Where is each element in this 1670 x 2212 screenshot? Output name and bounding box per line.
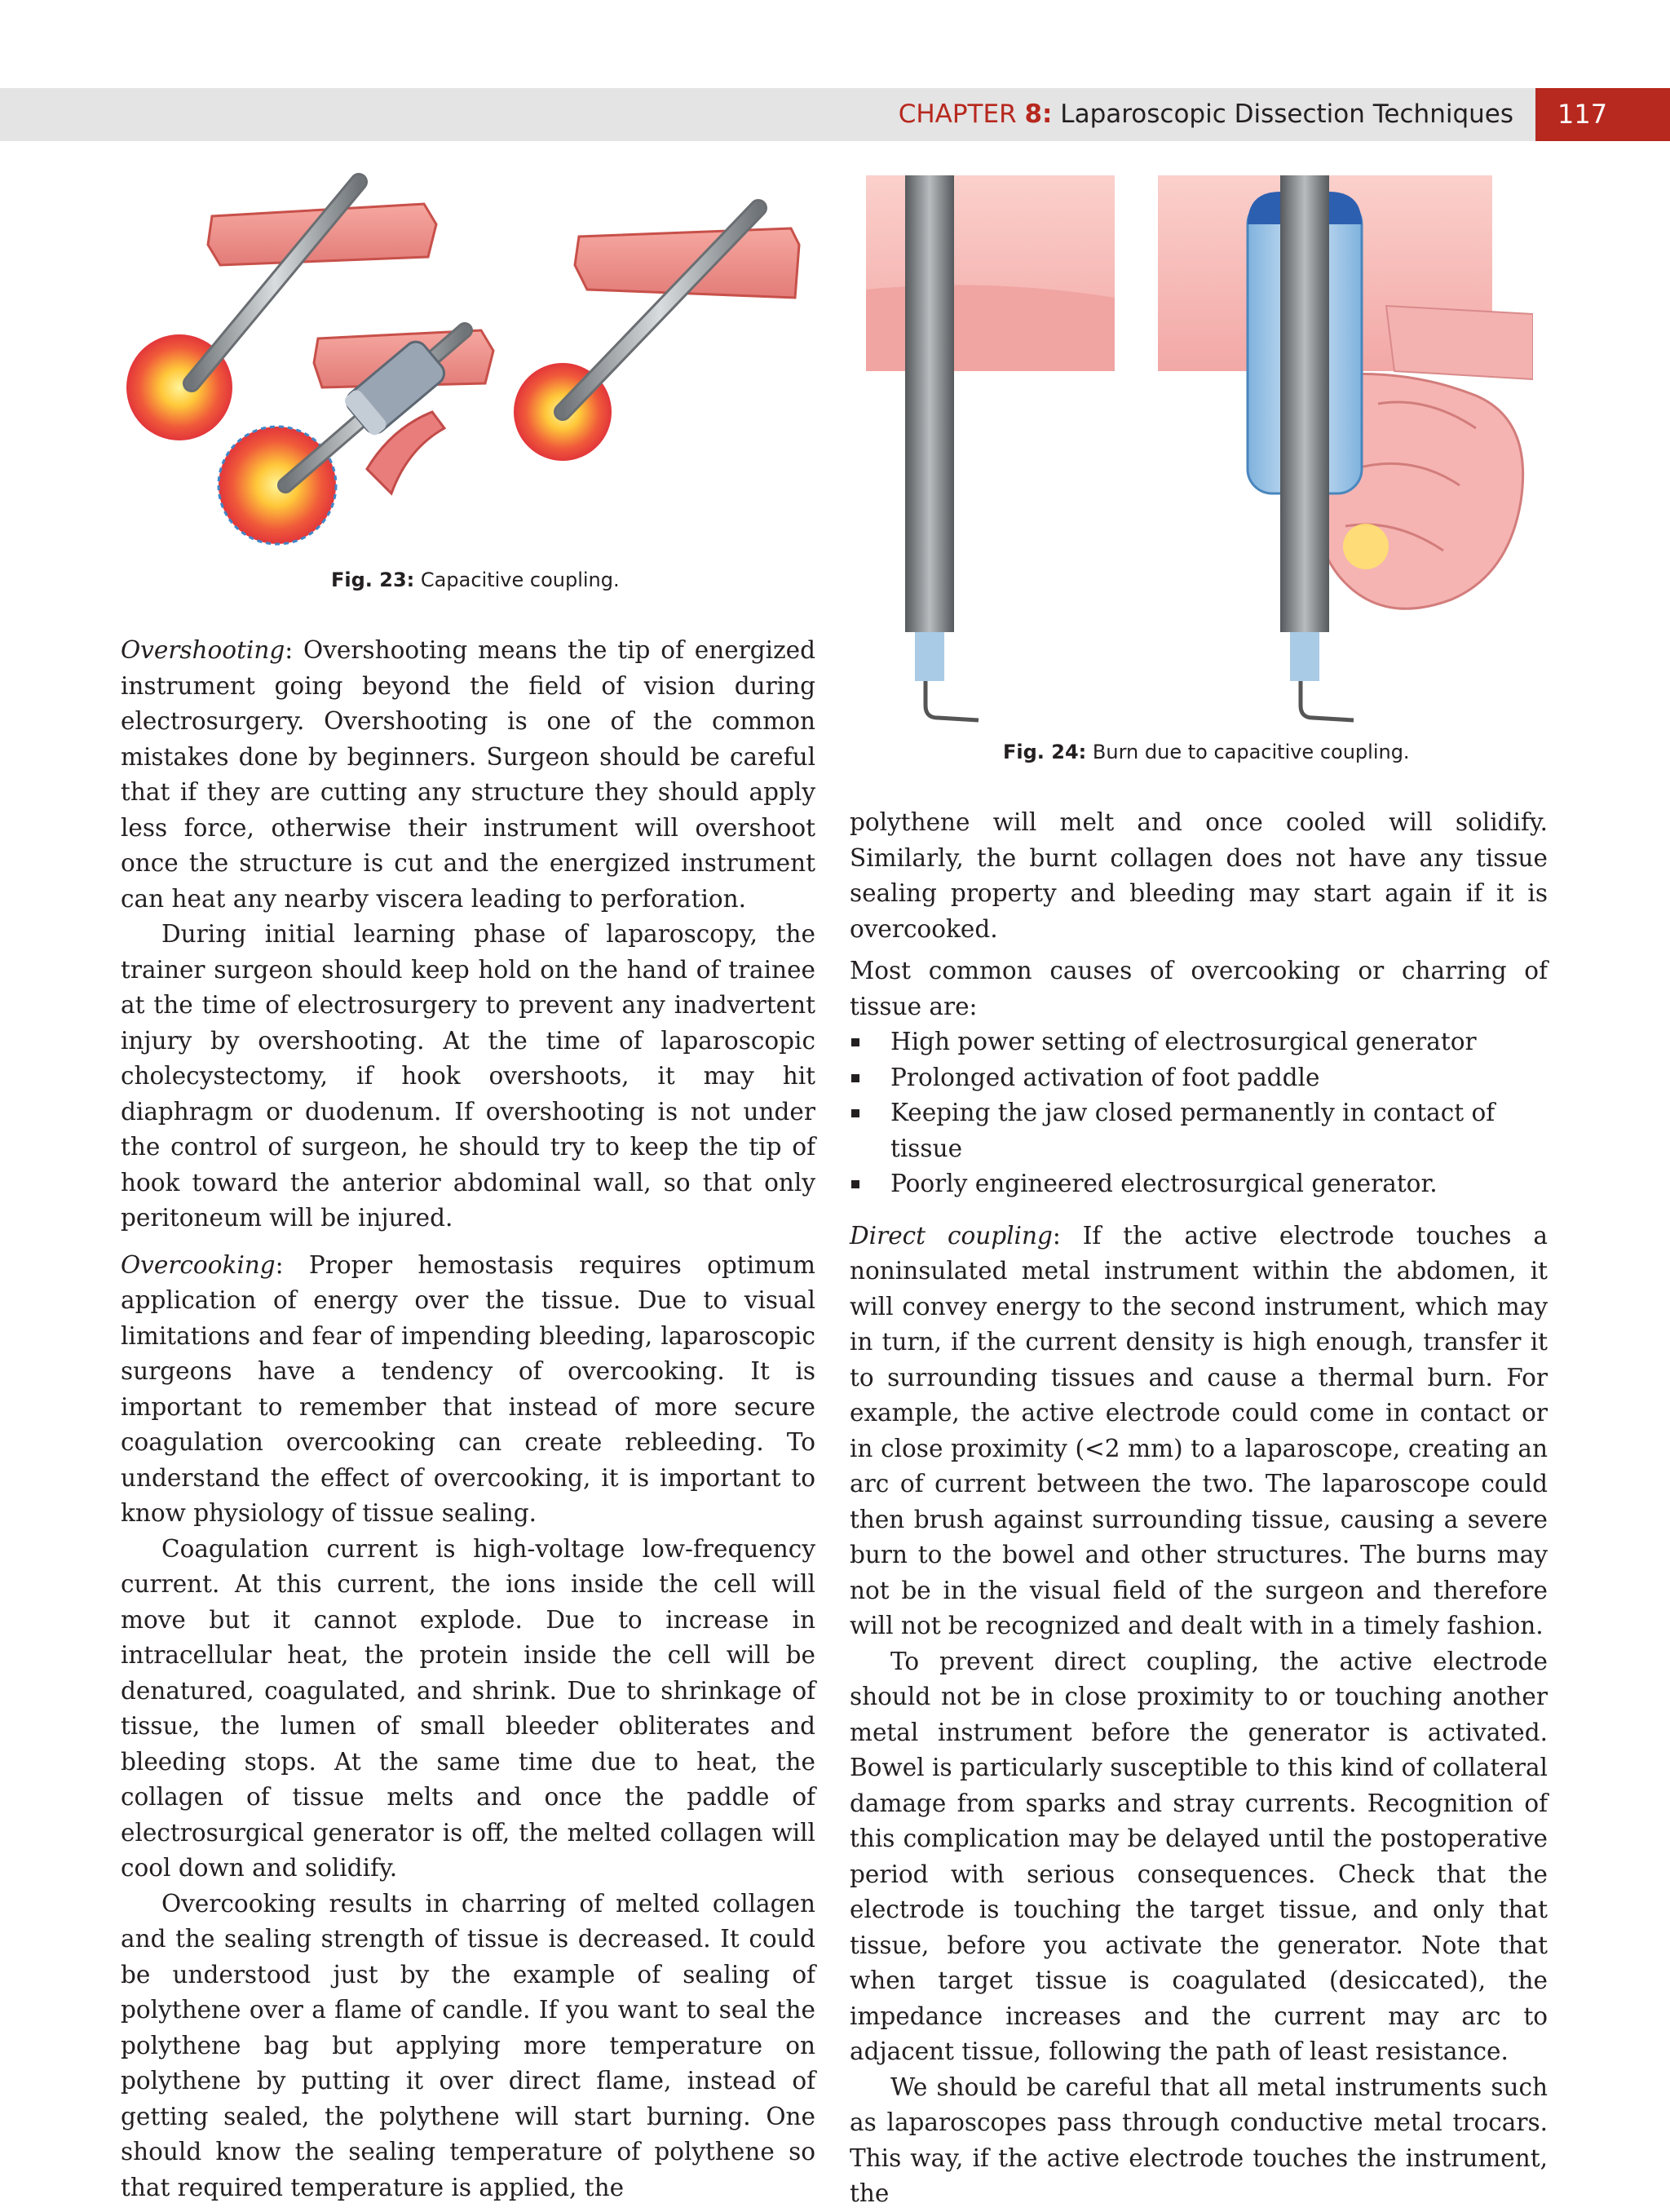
overcooking-paragraph	[121, 1248, 815, 1532]
bullet-icon	[851, 1109, 859, 1117]
figure-burn-capacitive-coupling	[856, 175, 1533, 730]
page-number: 117	[1535, 88, 1670, 141]
list-item	[850, 1166, 1548, 1202]
chapter-label: CHAPTER	[898, 100, 1017, 129]
bullet-icon	[851, 1038, 859, 1046]
prevention-paragraph: To prevent direct coupling, the active electrode should not be in close proximity to or touching another metal instrument before the generator is activated. Bowel is particularly susceptible to this kind of collateral damage from sparks and stray currents. Recognition of this complication may be delayed until the postoperative period with serious consequences. Check that the electrode is touching the target tissue, and only that tissue, before you activate the generator. Note that when target tissue is coagulated (desiccated), the impedance increases and the current may arc to adjacent tissue, following the path of least resistance.	[850, 1647, 1548, 2065]
cause-text: Prolonged activation of foot paddle	[890, 1063, 1320, 1091]
term-overshooting: Overshooting	[121, 636, 285, 664]
direct-coupling-paragraph	[850, 1219, 1548, 1644]
causes-intro: Most common causes of overcooking or charring of tissue are:	[850, 957, 1548, 1020]
causes-list	[850, 1024, 1548, 1202]
term-direct-coupling: Direct coupling	[850, 1221, 1053, 1250]
bullet-icon	[851, 1180, 859, 1188]
instrument-with-insulating-sleeve	[1248, 175, 1362, 720]
figure-capacitive-coupling	[122, 167, 824, 575]
trainer-paragraph: During initial learning phase of laparoscopy, the trainer surgeon should keep hold on the hand of trainee at the time of electrosurgery to prevent any inadvertent injury by overshooting. At the time of laparoscopic cholecystectomy, if hook overshoots, it may hit diaphragm or duodenum. If overshooting is not under the control of surgeon, he should try to keep the tip of hook toward the anterior abdominal wall, so that only peritoneum will be injured.	[121, 920, 815, 1232]
overshooting-paragraph	[121, 633, 815, 917]
figure-24-text: Burn due to capacitive coupling.	[1092, 741, 1410, 763]
charring-paragraph: Overcooking results in charring of melted collagen and the sealing strength of tissue is decreased. It could be understood just by the example of sealing of polythene over a flame of candle. If you want to seal the polythene bag but applying more temperature on polythene by putting it over direct flame, instead of getting sealed, the polythene will start burning. One should know the sealing temperature of polythene so that required temperature is applied, the	[121, 1889, 815, 2201]
list-item	[850, 1095, 1548, 1166]
cause-text: Poorly engineered electrosurgical generator.	[890, 1170, 1438, 1197]
list-item	[850, 1060, 1548, 1096]
overshooting-text: : Overshooting means the tip of energized instrument going beyond the field of vision during electrosurgery. Overshooting is one of the common mistakes done by beginners. Surgeon should be careful that if they are cutting any structure they should apply less force, otherwise their instrument will overshoot once the structure is cut and the energized instrument can heat any nearby viscera leading to perforation.	[121, 636, 815, 913]
figure-23-label: Fig. 23:	[331, 568, 415, 591]
running-header-title	[899, 88, 1513, 141]
trocar-paragraph: We should be careful that all metal instruments such as laparoscopes pass through conductive metal trocars. This way, if the active electrode touches the instrument, the	[850, 2073, 1548, 2207]
figure-24-caption	[1003, 741, 1410, 763]
list-item	[850, 1024, 1548, 1060]
overcooking-text: : Proper hemostasis requires optimum application of energy over the tissue. Due to visual limitations and fear of impending bleeding, laparoscopic surgeons have a tendency of overcooking. It is important to remember that instead of more secure coagulation overcooking can create rebleeding. To understand the effect of overcooking, it is important to know physiology of tissue sealing.	[121, 1250, 815, 1527]
figure-23-caption	[331, 568, 620, 591]
direct-coupling-text: : If the active electrode touches a noninsulated metal instrument within the abdomen, it will convey energy to the second instrument, which may in turn, if the current density is high enough, transfer it to surrounding tissues and cause a thermal burn. For example, the active electrode could come in contact or in close proximity (<2 mm) to a laparoscope, creating an arc of current between the two. The laparoscope could then brush against surrounding tissue, causing a severe burn to the bowel and other structures. The burns may not be in the visual field of the surgeon and therefore will not be recognized and dealt with in a timely fashion.	[850, 1221, 1548, 1639]
right-column	[850, 805, 1548, 2212]
chapter-title: Laparoscopic Dissection Techniques	[1060, 100, 1513, 129]
figure-23-text: Capacitive coupling.	[420, 568, 620, 591]
chapter-number: 8:	[1024, 100, 1053, 129]
cause-text: Keeping the jaw closed permanently in contact of tissue	[890, 1099, 1495, 1162]
polythene-paragraph: polythene will melt and once cooled will solidify. Similarly, the burnt collagen does not have any tissue sealing property and bleeding may start again if it is overcooked.	[850, 808, 1548, 943]
cause-text: High power setting of electrosurgical generator	[890, 1028, 1477, 1055]
tissue-panel-left	[866, 175, 1115, 371]
left-column	[121, 633, 815, 2205]
coagulation-paragraph: Coagulation current is high-voltage low-frequency current. At this current, the ions inside the cell will move but it cannot explode. Due to increase in intracellular heat, the protein inside the cell will be denatured, coagulated, and shrink. Due to shrinkage of tissue, the lumen of small bleeder obliterates and bleeding stops. At the same time due to heat, the collagen of tissue melts and once the paddle of electrosurgical generator is off, the melted collagen will cool down and solidify.	[121, 1534, 815, 1882]
figure-24-label: Fig. 24:	[1003, 741, 1087, 763]
term-overcooking: Overcooking	[121, 1250, 276, 1279]
bullet-icon	[851, 1074, 859, 1082]
burn-spot	[1343, 524, 1389, 569]
